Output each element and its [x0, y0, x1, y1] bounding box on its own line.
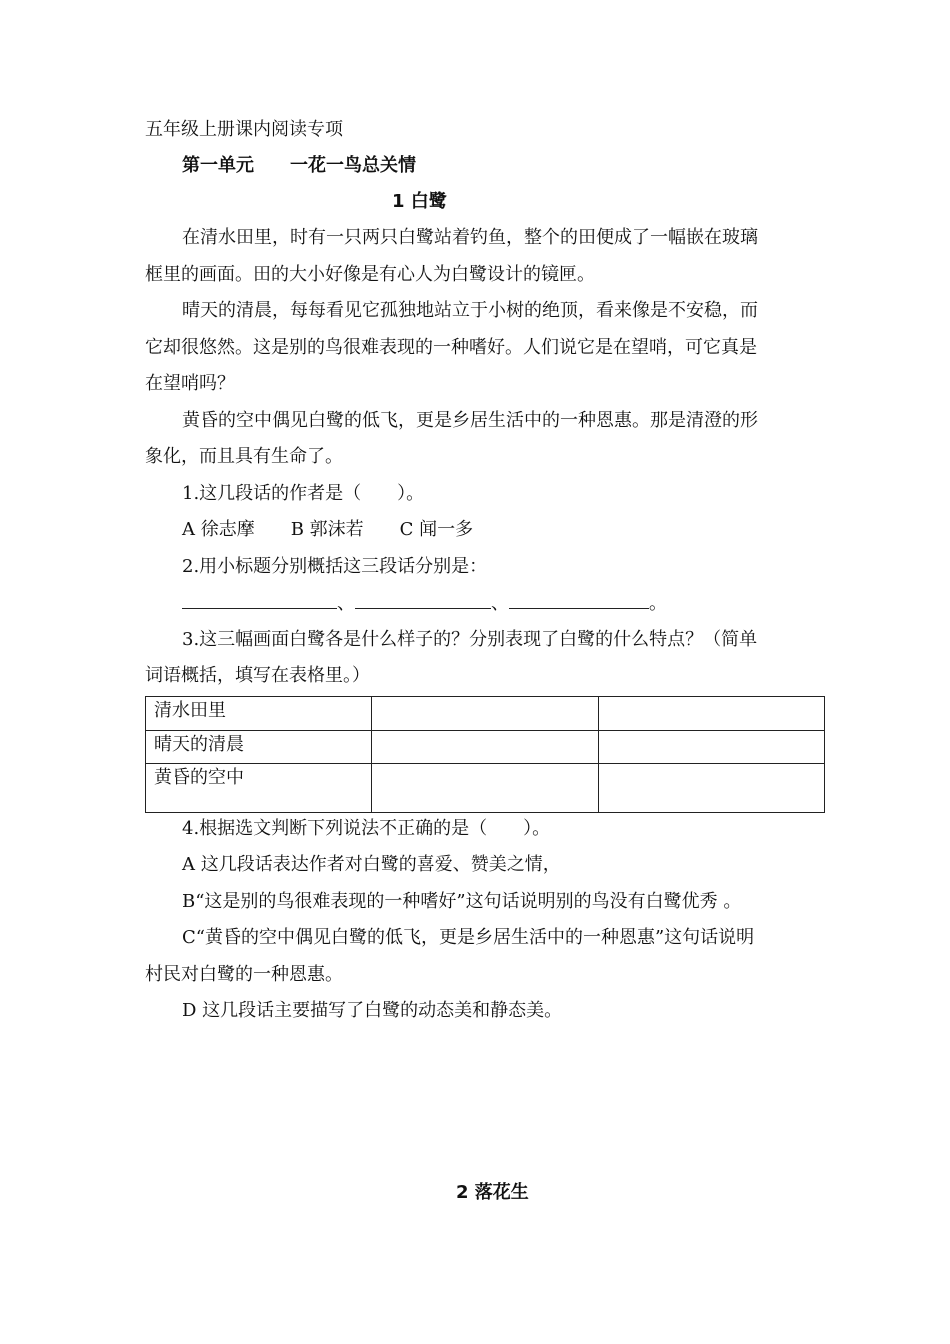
answer-cell[interactable] [372, 764, 598, 813]
passage-line: 在望哨吗？ [145, 373, 235, 394]
blank-end: 。 [649, 593, 667, 614]
answer-blank[interactable] [355, 590, 491, 609]
answer-cell[interactable] [598, 697, 824, 731]
passage-line: 黄昏的空中偶见白鹭的低飞，更是乡居生活中的一种恩惠。那是清澄的形 [182, 410, 758, 431]
blank-separator: 、 [491, 593, 509, 614]
answer-cell[interactable] [372, 697, 598, 731]
table-row [146, 731, 825, 764]
question-2-blanks [182, 590, 667, 617]
doc-title: 五年级上册课内阅读专项 [145, 119, 343, 140]
passage-line: 在清水田里，时有一只两只白鹭站着钓鱼，整个的田便成了一幅嵌在玻璃 [182, 227, 758, 248]
question-4-stem: 4.根据选文判断下列说法不正确的是（ ）。 [182, 818, 551, 839]
table-row-label: 清水田里 [146, 697, 372, 731]
question-3-stem: 词语概括，填写在表格里。） [145, 665, 370, 686]
question-4-option-d: D 这几段话主要描写了白鹭的动态美和静态美。 [182, 1000, 563, 1021]
question-4-option-c: C“黄昏的空中偶见白鹭的低飞，更是乡居生活中的一种恩惠”这句话说明 [182, 927, 755, 948]
question-1-stem: 1.这几段话的作者是（ ）。 [182, 483, 425, 504]
unit-label: 第一单元 [182, 155, 254, 176]
answer-cell[interactable] [372, 731, 598, 764]
lesson1-title: 1 白鹭 [392, 191, 447, 212]
blank-separator: 、 [337, 593, 355, 614]
unit-heading [182, 153, 416, 179]
unit-theme: 一花一鸟总关情 [290, 155, 416, 176]
passage-line: 象化，而且具有生命了。 [145, 446, 343, 467]
passage-line: 框里的画面。田的大小好像是有心人为白鹭设计的镜匣。 [145, 264, 595, 285]
question-2-stem: 2.用小标题分别概括这三段话分别是： [182, 556, 488, 577]
table-row [146, 697, 825, 731]
question-4-option-a: A 这几段话表达作者对白鹭的喜爱、赞美之情， [182, 854, 561, 875]
table-row-label: 晴天的清晨 [146, 731, 372, 764]
answer-cell[interactable] [598, 731, 824, 764]
question-4-option-b: B“这是别的鸟很难表现的一种嗜好”这句话说明别的鸟没有白鹭优秀 。 [182, 891, 742, 912]
question-3-stem: 3.这三幅画面白鹭各是什么样子的？分别表现了白鹭的什么特点？（简单 [182, 629, 758, 650]
table-row [146, 764, 825, 813]
question-1-options: A 徐志摩 B 郭沫若 C 闻一多 [182, 519, 474, 540]
answer-blank[interactable] [509, 590, 649, 609]
answer-cell[interactable] [598, 764, 824, 813]
table-row-label: 黄昏的空中 [146, 764, 372, 813]
answer-blank[interactable] [182, 590, 337, 609]
passage-line: 它却很悠然。这是别的鸟很难表现的一种嗜好。人们说它是在望哨，可它真是 [145, 337, 757, 358]
answer-table [145, 696, 825, 813]
question-4-option-c-cont: 村民对白鹭的一种恩惠。 [145, 964, 343, 985]
lesson2-title: 2 落花生 [456, 1182, 529, 1203]
passage-line: 晴天的清晨，每每看见它孤独地站立于小树的绝顶，看来像是不安稳，而 [182, 300, 758, 321]
